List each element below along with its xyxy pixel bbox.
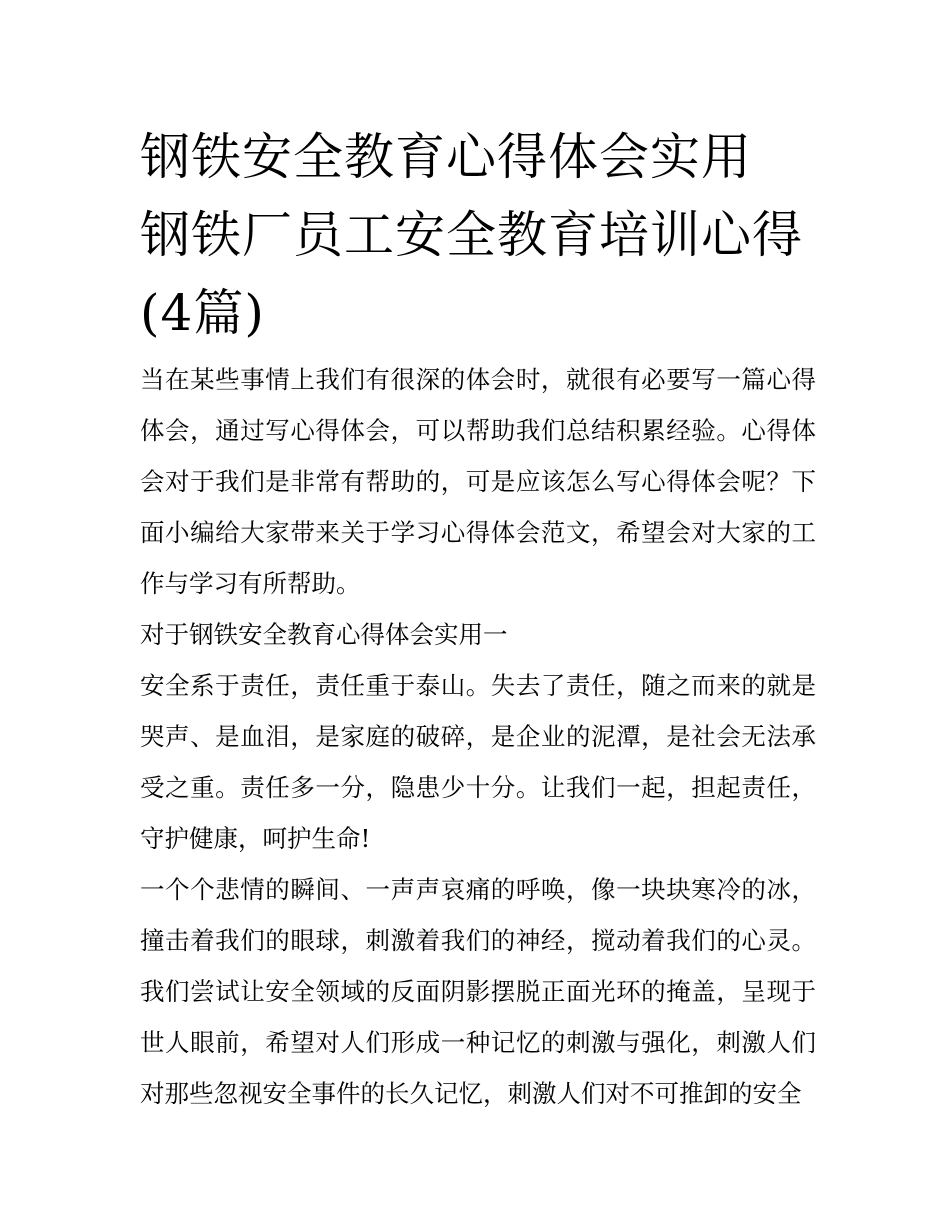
document-body (140, 354, 816, 1119)
document-title: 钢铁安全教育心得体会实用 钢铁厂员工安全教育培训心得(4篇) (140, 128, 803, 342)
body-paragraph: 安全系于责任，责任重于泰山。失去了责任，随之而来的就是哭声、是血泪，是家庭的破碎，是企业的泥潭，是社会无法承受之重。责任多一分，隐患少十分。让我们一起，担起责任，守护健康，呵护生命! (140, 671, 816, 853)
body-paragraph: 一个个悲情的瞬间、一声声哀痛的呼唤，像一块块寒冷的冰，撞击着我们的眼球，刺激着我们的神经，搅动着我们的心灵。我们尝试让安全领域的反面阴影摆脱正面光环的掩盖，呈现于世人眼前，希望对人们形成一种记忆的刺激与强化，刺激人们对那些忽视安全事件的长久记忆，刺激人们对不可推卸的安全 (140, 875, 816, 1108)
section-heading: 对于钢铁安全教育心得体会实用一 (140, 620, 508, 649)
intro-paragraph: 当在某些事情上我们有很深的体会时，就很有必要写一篇心得体会，通过写心得体会，可以帮助我们总结积累经验。心得体会对于我们是非常有帮助的，可是应该怎么写心得体会呢？下面小编给大家带来关于学习心得体会范文，希望会对大家的工作与学习有所帮助。 (140, 365, 816, 598)
